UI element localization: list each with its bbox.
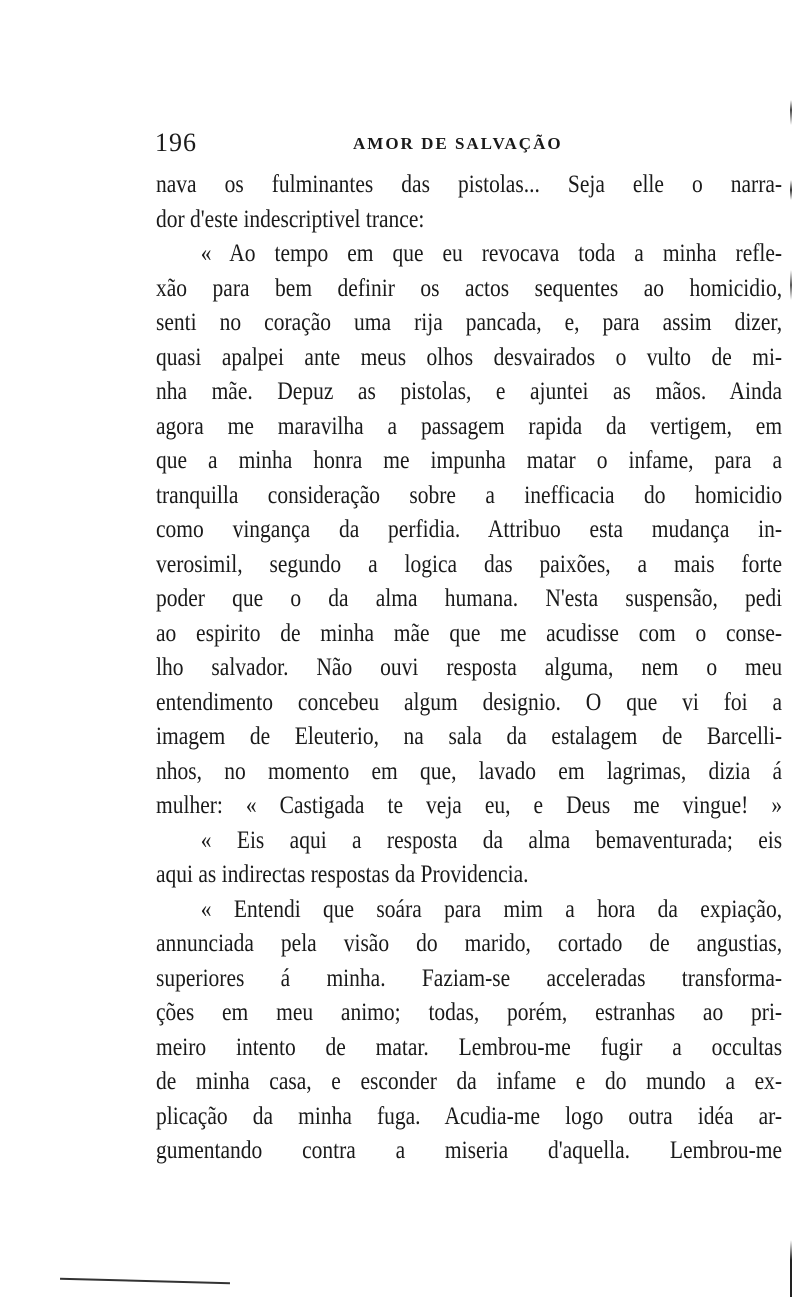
page-number: 196 [155,128,197,157]
text-line: agora me maravilha a passagem rapida da vertigem, em [156,412,783,440]
text-line: tranquilla consideração sobre a inefficacia do homicidio [156,481,783,509]
text-line: « Eis aqui a resposta da alma bemaventurada; eis [200,826,783,854]
text-line: senti no coração uma rija pancada, e, para assim dizer, [156,309,783,336]
text-line: ções em meu animo; todas, porém, estranhas ao pri- [156,999,783,1026]
text-line: entendimento concebeu algum designio. O que vi foi a [156,688,783,716]
text-line: de minha casa, e esconder da infame e do mundo a ex- [156,1068,783,1095]
text-line: gumentando contra a miseria d'aquella. Lembrou-me [156,1137,783,1164]
text-line: plicação da minha fuga. Acudia-me logo outra idéa ar- [156,1102,783,1130]
text-line: ao espirito de minha mãe que me acudisse com o conse- [156,619,783,647]
text-line: verosimil, segundo a logica das paixões, a mais forte [156,550,783,578]
text-line: « Entendi que soára para mim a hora da expiação, [200,895,783,923]
scan-artifact-rule [60,1278,230,1284]
page-edge-shadow [790,0,792,1297]
text-line: xão para bem definir os actos sequentes ao homicidio, [156,274,783,302]
text-line: que a minha honra me impunha matar o infame, para a [156,447,783,474]
text-line: aqui as indirectas respostas da Providencia. [156,861,529,888]
text-line: como vingança da perfidia. Attribuo esta mudança in- [156,516,783,543]
text-line: meiro intento de matar. Lembrou-me fugir a occultas [156,1033,783,1061]
running-head [155,128,765,158]
body-text [156,168,782,1169]
text-line: nhos, no momento em que, lavado em lagrimas, dizia á [156,757,783,785]
text-line: nava os fulminantes das pistolas... Seja elle o narra- [156,171,783,198]
running-title: AMOR DE SALVAÇÃO [353,134,563,153]
text-line: poder que o da alma humana. N'esta suspensão, pedi [156,585,783,612]
text-line: nha mãe. Depuz as pistolas, e ajuntei as mãos. Ainda [156,378,783,405]
text-line: imagem de Eleuterio, na sala da estalagem de Barcelli- [156,723,783,750]
text-line: quasi apalpei ante meus olhos desvairados o vulto de mi- [156,343,783,371]
text-line: « Ao tempo em que eu revocava toda a minha refle- [200,240,783,267]
text-line: lho salvador. Não ouvi resposta alguma, nem o meu [156,654,783,681]
text-line: annunciada pela visão do marido, cortado de angustias, [156,930,783,957]
text-line: superiores á minha. Faziam-se acceleradas transforma- [156,964,783,992]
text-line: mulher: « Castigada te veja eu, e Deus me vingue! » [156,792,783,819]
text-line: dor d'este indescriptivel trance: [156,205,425,233]
